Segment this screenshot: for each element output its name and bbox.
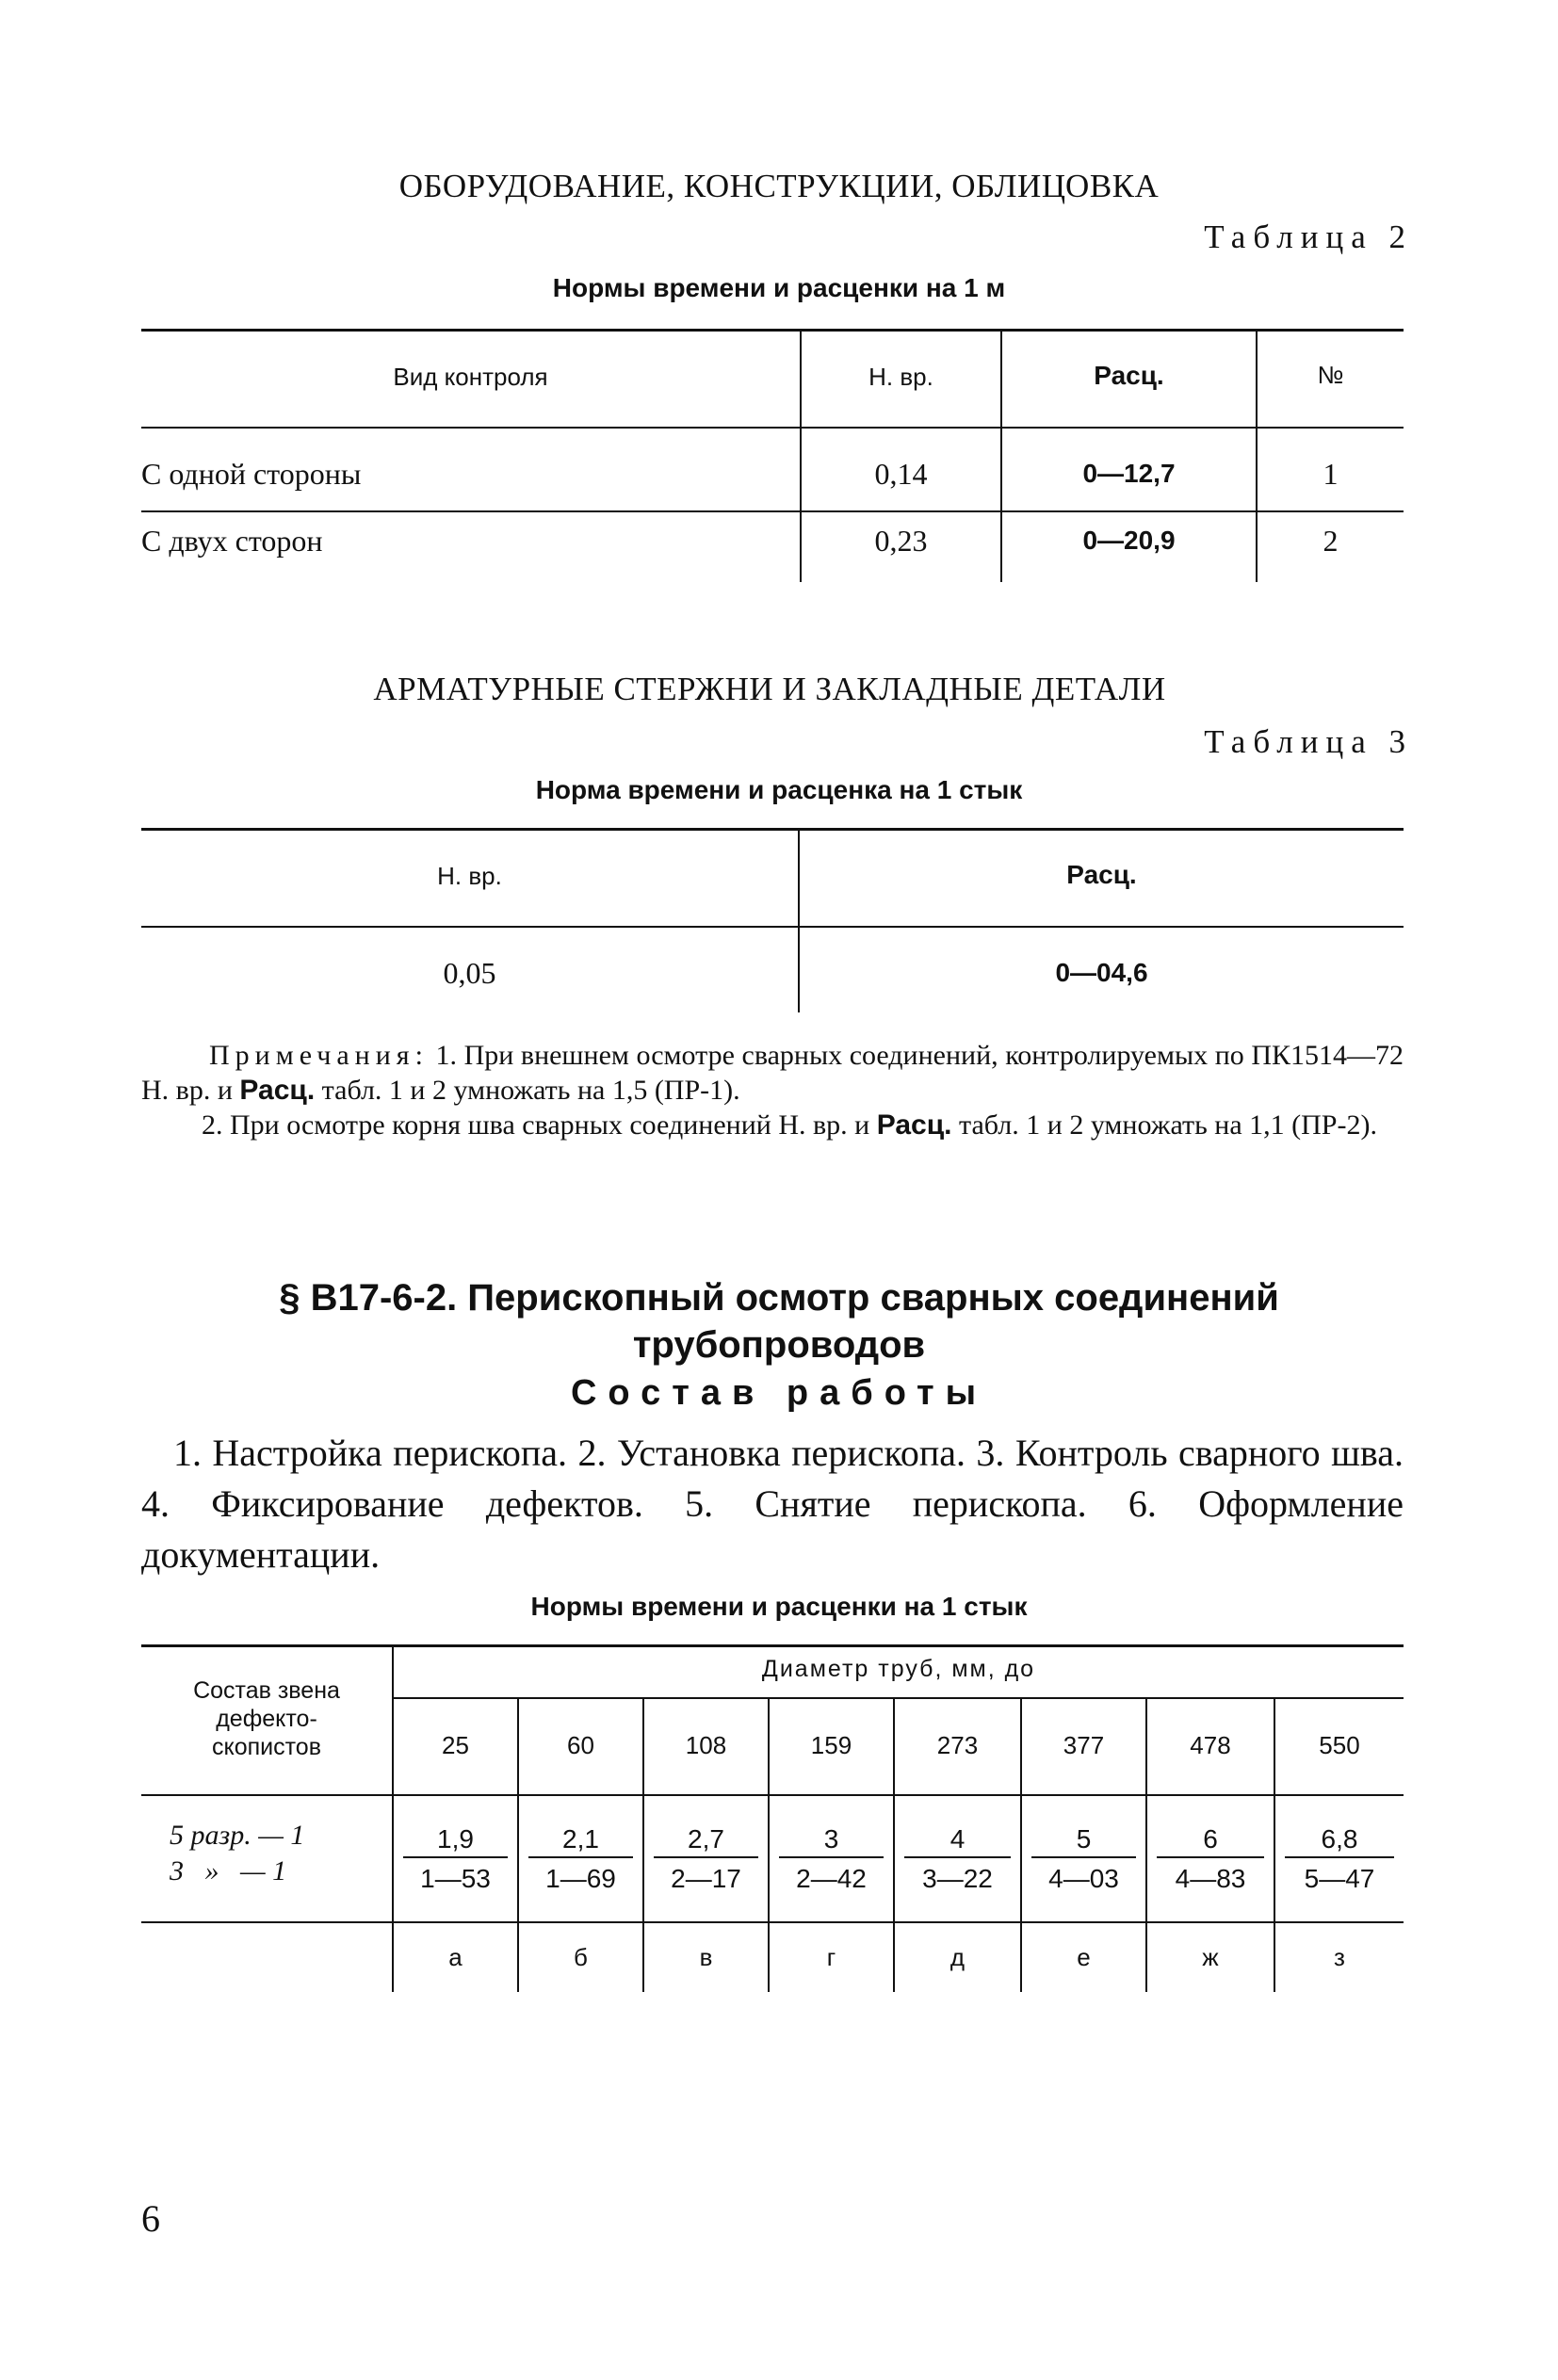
- table-label-3: Таблица 3: [1204, 723, 1413, 760]
- rate-v: 2—17: [671, 1864, 741, 1893]
- crew-composition: [170, 1818, 304, 1889]
- table-2-header-rasc: Расц.: [1094, 361, 1164, 390]
- table-4-group-rule: [394, 1697, 1404, 1699]
- norm-time-a: 1,9: [403, 1822, 508, 1858]
- diameter-377: 377: [1063, 1731, 1105, 1759]
- table-2-row-2-rasc: 0—20,9: [1082, 526, 1176, 555]
- page-number: 6: [141, 2197, 160, 2240]
- note-1-text-b: табл. 1 и 2 умножать на 1,5 (ПР-1).: [321, 1075, 740, 1106]
- column-letter-zh: ж: [1202, 1943, 1219, 1971]
- norm-cell-b: [519, 1822, 642, 1894]
- table-2-row-2-nvr: 0,23: [874, 524, 928, 558]
- crew-line-2: 3 » — 1: [170, 1855, 287, 1886]
- table-2-row-2-type: С двух сторон: [141, 524, 323, 558]
- rate-zh: 4—83: [1175, 1864, 1246, 1893]
- table-caption-4: Нормы времени и расценки на 1 стык: [530, 1592, 1028, 1621]
- note-2-text-a: 2. При осмотре корня шва сварных соединений Н. вр. и: [202, 1109, 870, 1141]
- table-2-header-control-type: Вид контроля: [393, 363, 548, 391]
- rate-b: 1—69: [545, 1864, 616, 1893]
- paragraph-title-line-1: § В17-6-2. Перископный осмотр сварных соединений: [279, 1277, 1279, 1319]
- rate-g: 2—42: [796, 1864, 867, 1893]
- norm-cell-a: [394, 1822, 517, 1894]
- table-2-row-1-nvr: 0,14: [874, 457, 928, 491]
- norm-cell-g: [770, 1822, 893, 1894]
- table-4-header-rule: [141, 1794, 1404, 1796]
- rate-z: 5—47: [1304, 1864, 1375, 1893]
- diameter-273: 273: [936, 1731, 979, 1759]
- diameter-478: 478: [1190, 1731, 1231, 1759]
- diameter-550: 550: [1319, 1731, 1360, 1759]
- column-letter-v: в: [699, 1943, 713, 1971]
- table-4-col-divider: [392, 1645, 394, 1992]
- table-4-top-rule: [141, 1644, 1404, 1647]
- section-heading-rebar: АРМАТУРНЫЕ СТЕРЖНИ И ЗАКЛАДНЫЕ ДЕТАЛИ: [373, 671, 1166, 707]
- section-heading-equipment: ОБОРУДОВАНИЕ, КОНСТРУКЦИИ, ОБЛИЦОВКА: [398, 168, 1160, 204]
- diameter-108: 108: [685, 1731, 727, 1759]
- crew-header-line-1: Состав звена: [193, 1677, 340, 1704]
- crew-line-1: 5 разр. — 1: [170, 1820, 305, 1851]
- norm-time-zh: 6: [1157, 1822, 1264, 1858]
- table-2-header-number: №: [1317, 361, 1344, 389]
- note-2-bold: Расц.: [876, 1109, 952, 1141]
- notes-label: Примечания:: [209, 1040, 429, 1071]
- table-3-row-nvr: 0,05: [443, 956, 496, 990]
- note-1-bold: Расц.: [239, 1075, 316, 1106]
- norm-cell-d: [895, 1822, 1020, 1894]
- table-label-2: Таблица 2: [1204, 219, 1413, 255]
- table-4-header-diameter: Диаметр труб, мм, до: [761, 1656, 1036, 1682]
- diameter-60: 60: [567, 1731, 594, 1759]
- norm-cell-zh: [1147, 1822, 1274, 1894]
- table-3-row-rasc: 0—04,6: [1055, 958, 1148, 987]
- rate-d: 3—22: [922, 1864, 993, 1893]
- note-1-text-a: 1. При внешнем осмотре сварных соединений, контролируемых по ПК1514—72 Н. вр. и: [141, 1040, 1404, 1106]
- column-letter-a: а: [448, 1943, 463, 1971]
- norm-cell-e: [1022, 1822, 1145, 1894]
- table-caption-2: Нормы времени и расценки на 1 м: [552, 273, 1006, 302]
- norm-time-g: 3: [779, 1822, 884, 1858]
- column-letter-b: б: [574, 1943, 588, 1971]
- column-letter-z: з: [1334, 1943, 1345, 1971]
- table-4-body-rule: [141, 1921, 1404, 1923]
- crew-header-line-2: дефекто-: [216, 1706, 317, 1732]
- work-composition-title: Состав работы: [570, 1373, 988, 1413]
- rate-a: 1—53: [420, 1864, 491, 1893]
- table-caption-3: Норма времени и расценка на 1 стык: [535, 775, 1023, 804]
- diameter-159: 159: [810, 1731, 852, 1759]
- crew-header-line-3: скопистов: [212, 1734, 321, 1760]
- diameter-25: 25: [442, 1731, 469, 1759]
- norm-time-d: 4: [904, 1822, 1011, 1858]
- table-2-row-1-rasc: 0—12,7: [1082, 459, 1176, 488]
- norm-cell-v: [644, 1822, 768, 1894]
- norm-cell-z: [1275, 1822, 1404, 1894]
- table-3-header-rasc: Расц.: [1066, 860, 1137, 889]
- column-letter-g: г: [826, 1943, 836, 1971]
- norm-time-z: 6,8: [1285, 1822, 1394, 1858]
- column-letter-d: д: [949, 1943, 966, 1971]
- note-2-text-b: табл. 1 и 2 умножать на 1,1 (ПР-2).: [958, 1109, 1377, 1141]
- norm-time-e: 5: [1031, 1822, 1136, 1858]
- table-2-row-2-number: 2: [1323, 524, 1339, 558]
- table-4-header-crew: [141, 1676, 392, 1761]
- rate-e: 4—03: [1048, 1864, 1119, 1893]
- column-letter-e: е: [1077, 1943, 1091, 1971]
- table-2-row-1-number: 1: [1323, 457, 1339, 491]
- work-composition-text: 1. Настройка перископа. 2. Установка перископа. 3. Контроль сварного шва. 4. Фиксирование дефектов. 5. Снятие перископа. 6. Оформление документации.: [141, 1432, 1404, 1576]
- table-2-header-nvr: Н. вр.: [868, 363, 933, 391]
- norm-time-b: 2,1: [528, 1822, 633, 1858]
- table-2-row-1-type: С одной стороны: [141, 457, 362, 491]
- paragraph-title-line-2: трубопроводов: [632, 1324, 926, 1366]
- table-3-header-nvr: Н. вр.: [437, 862, 502, 890]
- norm-time-v: 2,7: [654, 1822, 758, 1858]
